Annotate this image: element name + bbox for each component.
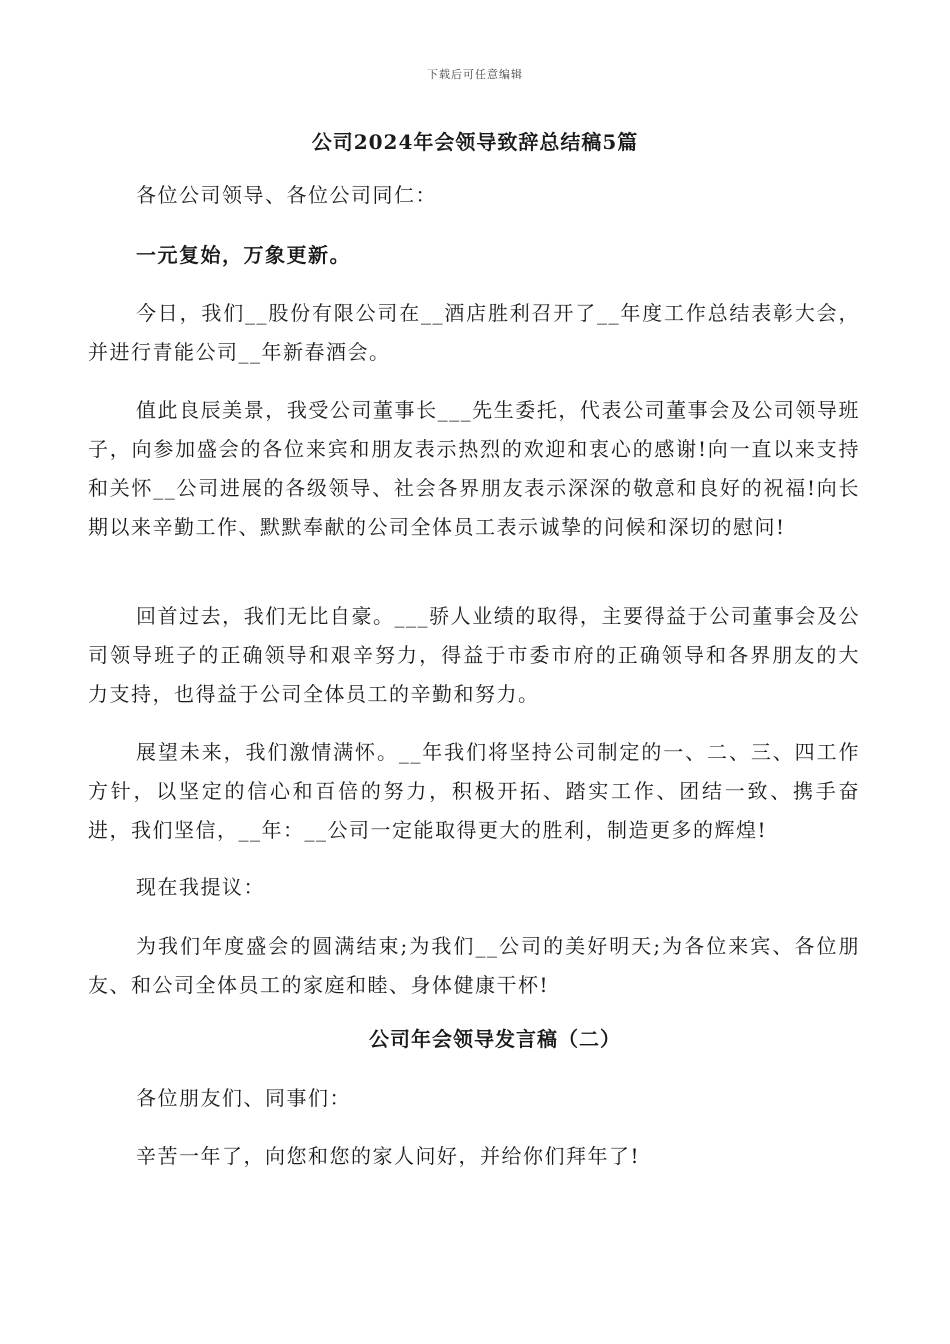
paragraph-6: 为我们年度盛会的圆满结束;为我们__公司的美好明天;为各位来宾、各位朋友、和公司全体员工的家庭和睦、身体健康干杯! [88, 934, 860, 997]
paragraph-2: 值此良辰美景，我受公司董事长___先生委托，代表公司董事会及公司领导班子，向参加盛会的各位来宾和朋友表示热烈的欢迎和衷心的感谢!向一直以来支持和关怀__公司进展的各级领导、社会各界朋友表示深深的敬意和良好的祝福!向长期以来辛勤工作、默默奉献的公司全体员工表示诚挚的问候和深切的慰问! [88, 398, 860, 539]
paragraph-3: 回首过去，我们无比自豪。___骄人业绩的取得，主要得益于公司董事会及公司领导班子的正确领导和艰辛努力，得益于市委市府的正确领导和各界朋友的大力支持，也得益于公司全体员工的辛勤和努力。 [88, 604, 860, 706]
section-2-salutation: 各位朋友们、同事们： [136, 1086, 351, 1110]
paragraph-5: 现在我提议： [136, 875, 265, 899]
section-2-paragraph-1: 辛苦一年了，向您和您的家人问好，并给你们拜年了! [136, 1144, 641, 1168]
paragraph-4: 展望未来，我们激情满怀。__年我们将坚持公司制定的一、二、三、四工作方针，以坚定的信心和百倍的努力，积极开拓、踏实工作、团结一致、携手奋进，我们坚信，__年：__公司一定能取得更大的胜利，制造更多的辉煌! [88, 740, 860, 842]
paragraph-1: 今日，我们__股份有限公司在__酒店胜利召开了__年度工作总结表彰大会，并进行青能公司__年新春酒会。 [88, 301, 860, 364]
section-2-title: 公司年会领导发言稿（二） [369, 1027, 621, 1051]
opening-line: 一元复始，万象更新。 [136, 243, 351, 267]
document-title: 公司2024年会领导致辞总结稿5篇 [311, 130, 639, 154]
salutation: 各位公司领导、各位公司同仁： [136, 183, 437, 207]
page-header-note: 下载后可任意编辑 [427, 68, 523, 81]
